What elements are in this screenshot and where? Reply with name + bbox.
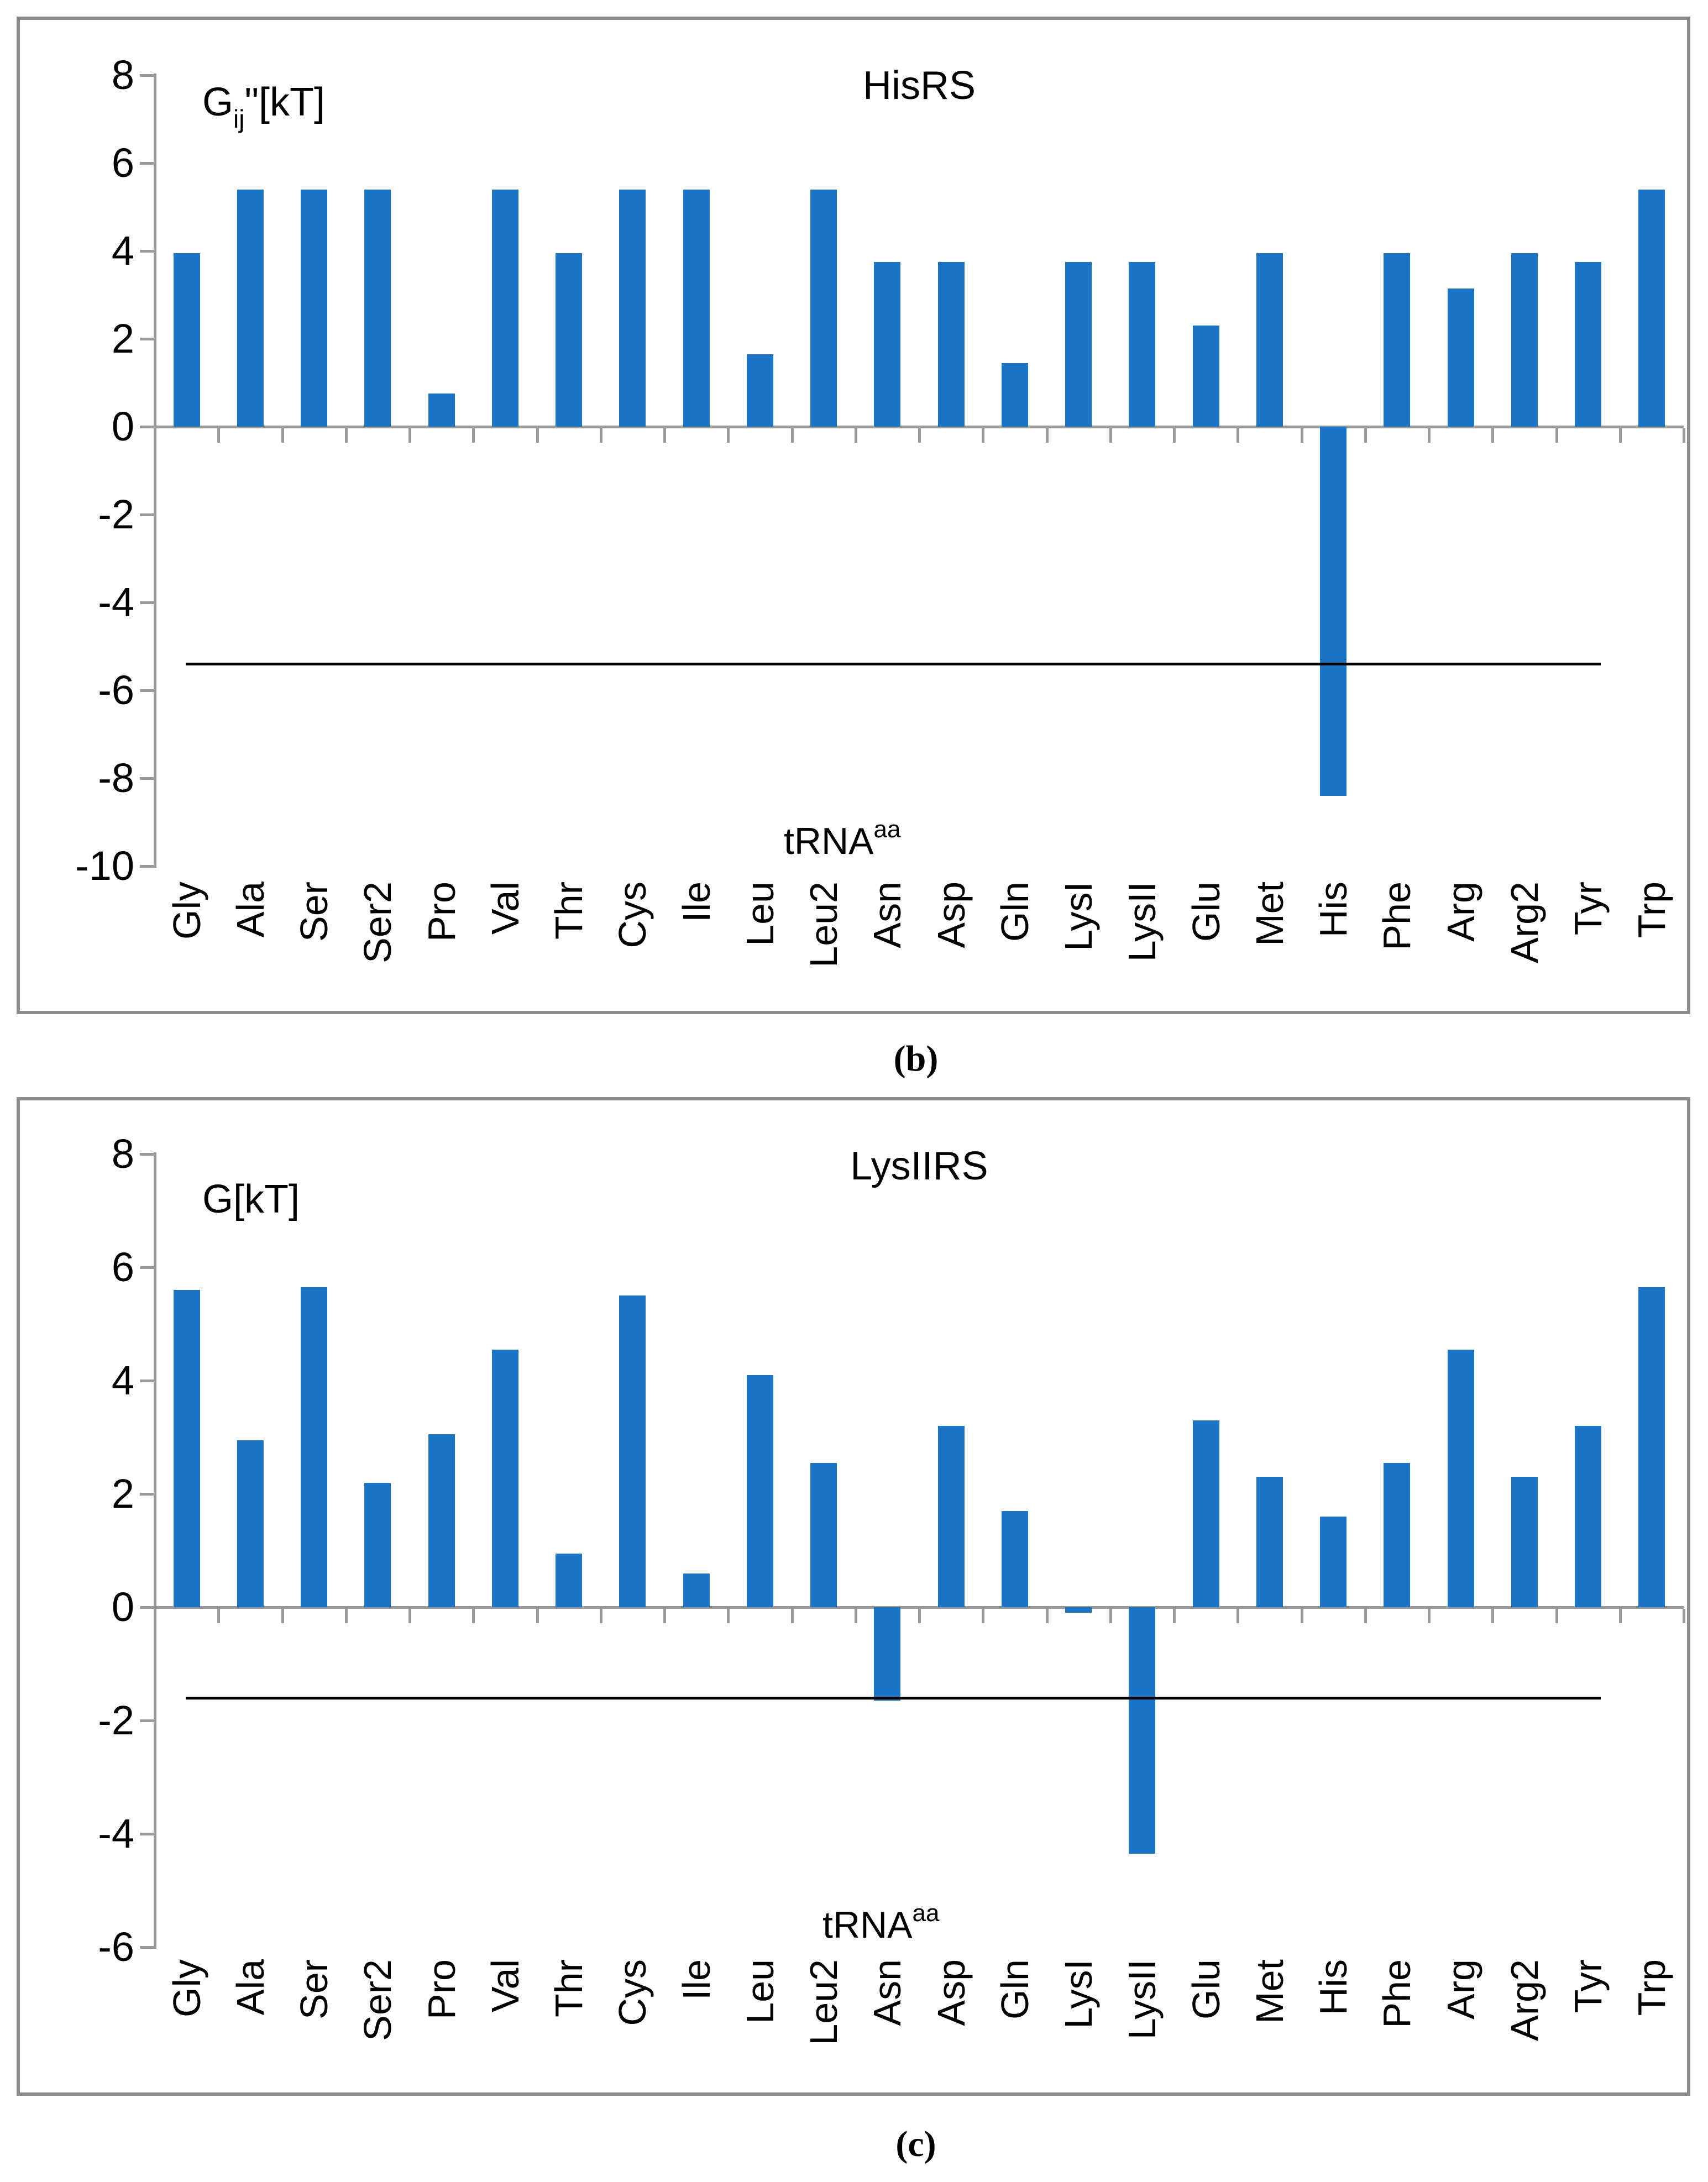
x-category-label-Arg2: Arg2 <box>1502 882 1546 963</box>
y-tick-label: -2 <box>98 1697 134 1743</box>
y-tick-label: -8 <box>98 755 134 801</box>
x-tick <box>345 428 348 443</box>
y-tick <box>140 1266 155 1269</box>
y-tick <box>140 338 155 340</box>
bar-Leu <box>747 354 773 427</box>
x-tick <box>345 1609 348 1623</box>
x-category-label-Val: Val <box>483 882 527 935</box>
x-tick <box>982 1609 984 1623</box>
x-category-label-Ile: Ile <box>674 1959 718 2000</box>
x-tick <box>727 1609 730 1623</box>
y-tick-label: 4 <box>111 1357 134 1403</box>
bar-Ala <box>237 1440 264 1607</box>
bar-Asp <box>938 1426 965 1607</box>
y-tick-label: 8 <box>111 52 134 98</box>
y-tick <box>140 1493 155 1496</box>
y-tick <box>140 1606 155 1609</box>
x-category-label-Leu: Leu <box>738 882 782 946</box>
y-tick-label: 0 <box>111 1584 134 1630</box>
x-tick <box>1109 1609 1112 1623</box>
bar-Ser <box>301 190 327 427</box>
y-tick <box>140 865 155 868</box>
x-category-label-Met: Met <box>1248 882 1291 946</box>
bar-LysII <box>1129 262 1155 427</box>
unit-pre: G <box>202 1177 234 1221</box>
x-category-label-Tyr: Tyr <box>1566 1959 1610 2013</box>
x-category-label-Pro: Pro <box>420 1959 463 2020</box>
bar-Ser2 <box>364 1483 391 1608</box>
x-category-label-Ser2: Ser2 <box>356 882 400 963</box>
bar-Glu <box>1193 326 1219 427</box>
y-tick <box>140 689 155 692</box>
bar-Ser <box>301 1287 327 1607</box>
x-category-label-Leu2: Leu2 <box>802 882 846 968</box>
x-category-label-Gly: Gly <box>165 1959 208 2017</box>
x-tick <box>1555 1609 1558 1623</box>
bar-Met <box>1256 253 1283 427</box>
x-category-label-Ser: Ser <box>292 1959 336 2020</box>
bar-Tyr <box>1575 1426 1601 1607</box>
bar-Ala <box>237 190 264 427</box>
x-tick <box>154 1609 156 1623</box>
y-tick <box>140 1946 155 1949</box>
x-tick <box>1109 428 1112 443</box>
x-category-label-Leu: Leu <box>738 1959 782 2024</box>
x-tick <box>281 1609 284 1623</box>
x-tick <box>1173 1609 1176 1623</box>
x-category-label-Gln: Gln <box>993 1959 1036 2020</box>
caption-c: (c) <box>895 2124 936 2164</box>
x-tick <box>154 428 156 443</box>
x-tick <box>600 428 602 443</box>
x-category-label-Phe: Phe <box>1375 882 1419 951</box>
x-category-label-Arg: Arg <box>1439 1959 1482 2020</box>
x-tick <box>1173 428 1176 443</box>
y-tick <box>140 777 155 780</box>
y-tick-label: -6 <box>98 667 134 713</box>
x-category-label-Ala: Ala <box>228 882 272 938</box>
x-tick <box>1619 1609 1622 1623</box>
x-tick <box>1364 1609 1367 1623</box>
bar-Cys <box>619 190 646 427</box>
bar-Thr <box>556 1554 582 1607</box>
bar-Thr <box>556 253 582 427</box>
x-tick <box>1301 428 1303 443</box>
bar-Asp <box>938 262 965 427</box>
bar-Ile <box>683 190 710 427</box>
x-tick <box>472 1609 475 1623</box>
bar-Trp <box>1638 190 1665 427</box>
x-tick <box>217 428 220 443</box>
x-category-label-Glu: Glu <box>1184 882 1228 942</box>
bar-Pro <box>428 1434 455 1607</box>
x-category-label-Gly: Gly <box>165 882 208 940</box>
x-category-label-LysII: LysII <box>1120 1959 1164 2040</box>
x-tick <box>855 1609 857 1623</box>
bar-LysI <box>1065 262 1092 427</box>
x-tick <box>281 428 284 443</box>
x-tick <box>1683 428 1685 443</box>
x-category-label-Phe: Phe <box>1375 1959 1419 2028</box>
x-axis-label-superscript: aa <box>912 1900 940 1927</box>
x-axis-label-base: tRNA <box>822 1904 913 1946</box>
x-category-label-Asp: Asp <box>929 882 973 948</box>
x-tick <box>855 428 857 443</box>
x-category-label-Thr: Thr <box>547 1959 591 2017</box>
x-category-label-Thr: Thr <box>547 882 591 940</box>
bar-Phe <box>1384 253 1410 427</box>
chart-title: LysIIRS <box>850 1144 988 1188</box>
y-tick-label: -6 <box>98 1924 134 1970</box>
bar-Leu2 <box>810 190 837 427</box>
reference-line <box>186 1697 1601 1700</box>
x-tick <box>1683 1609 1685 1623</box>
x-tick <box>408 428 411 443</box>
bar-Phe <box>1384 1463 1410 1607</box>
x-tick <box>600 1609 602 1623</box>
bar-Asn <box>874 262 900 427</box>
chart-title: HisRS <box>862 64 976 108</box>
x-category-label-Pro: Pro <box>420 882 463 942</box>
x-tick <box>1364 428 1367 443</box>
x-category-label-Asn: Asn <box>866 1959 909 2026</box>
x-category-label-Val: Val <box>483 1959 527 2012</box>
x-tick <box>1428 428 1431 443</box>
bar-Arg2 <box>1511 253 1538 427</box>
x-category-label-Cys: Cys <box>611 1959 654 2026</box>
y-tick-label: 2 <box>111 1471 134 1517</box>
y-tick-label: -2 <box>98 491 134 537</box>
x-tick <box>1301 1609 1303 1623</box>
y-axis-line <box>154 1152 156 1949</box>
x-tick <box>1428 1609 1431 1623</box>
y-tick-label: -4 <box>98 1811 134 1856</box>
x-category-label-Trp: Trp <box>1630 882 1674 938</box>
y-axis-line <box>154 74 156 868</box>
x-tick <box>727 428 730 443</box>
bar-Gly <box>174 253 200 427</box>
x-tick <box>1237 1609 1239 1623</box>
bar-LysI <box>1065 1607 1092 1613</box>
x-category-label-Leu2: Leu2 <box>802 1959 846 2045</box>
x-tick <box>536 1609 539 1623</box>
y-tick-label: -10 <box>75 843 134 889</box>
bar-Gly <box>174 1290 200 1607</box>
y-tick-label: 6 <box>111 1244 134 1290</box>
x-tick <box>1555 428 1558 443</box>
bar-Glu <box>1193 1420 1219 1607</box>
y-tick-label: 6 <box>111 140 134 186</box>
x-tick <box>918 1609 921 1623</box>
x-category-label-Met: Met <box>1248 1959 1291 2024</box>
y-tick-label: 0 <box>111 403 134 449</box>
x-tick <box>1619 428 1622 443</box>
bar-Gln <box>1002 1511 1028 1607</box>
x-tick <box>472 428 475 443</box>
unit-post: "[kT] <box>244 80 326 124</box>
y-tick <box>140 1380 155 1382</box>
bar-Cys <box>619 1295 646 1607</box>
y-tick <box>140 601 155 604</box>
x-axis-label <box>784 816 900 863</box>
x-axis-label-base: tRNA <box>784 820 874 862</box>
x-tick <box>791 1609 794 1623</box>
y-tick <box>140 426 155 428</box>
y-tick <box>140 74 155 77</box>
x-category-label-Cys: Cys <box>611 882 654 948</box>
x-tick <box>918 428 921 443</box>
bar-Pro <box>428 394 455 427</box>
x-category-label-LysI: LysI <box>1057 882 1101 951</box>
x-tick <box>1237 428 1239 443</box>
y-tick-label: 8 <box>111 1131 134 1177</box>
bar-Arg <box>1448 1350 1474 1607</box>
bar-His <box>1320 427 1347 796</box>
y-tick <box>140 250 155 253</box>
x-tick <box>663 428 666 443</box>
chart-panel-b <box>17 17 1690 1014</box>
x-tick <box>217 1609 220 1623</box>
bar-Tyr <box>1575 262 1601 427</box>
x-category-label-LysII: LysII <box>1120 882 1164 962</box>
y-tick-label: 4 <box>111 228 134 274</box>
x-tick <box>1491 428 1494 443</box>
x-tick <box>408 1609 411 1623</box>
bar-His <box>1320 1517 1347 1607</box>
x-category-label-Glu: Glu <box>1184 1959 1228 2020</box>
x-category-label-Ala: Ala <box>228 1959 272 2016</box>
x-category-label-Asp: Asp <box>929 1959 973 2026</box>
y-tick-label: 2 <box>111 316 134 361</box>
bar-Leu <box>747 1375 773 1607</box>
unit-pre: G <box>202 80 234 124</box>
x-tick <box>1491 1609 1494 1623</box>
y-tick <box>140 513 155 516</box>
x-category-label-Tyr: Tyr <box>1566 882 1610 936</box>
x-tick <box>536 428 539 443</box>
x-category-label-Gln: Gln <box>993 882 1036 942</box>
x-category-label-LysI: LysI <box>1057 1959 1101 2029</box>
bar-Arg2 <box>1511 1477 1538 1607</box>
x-tick <box>1046 1609 1049 1623</box>
x-axis-label <box>822 1900 939 1947</box>
bar-LysII <box>1129 1607 1155 1854</box>
bar-Ser2 <box>364 190 391 427</box>
x-category-label-Trp: Trp <box>1630 1959 1674 2016</box>
x-tick <box>1046 428 1049 443</box>
y-tick-label: -4 <box>98 579 134 625</box>
bar-Trp <box>1638 1287 1665 1607</box>
caption-b: (b) <box>893 1038 939 1079</box>
x-tick <box>982 428 984 443</box>
bar-Gln <box>1002 363 1028 427</box>
x-category-label-His: His <box>1312 1959 1355 2016</box>
reference-line <box>186 663 1601 665</box>
bar-Asn <box>874 1607 900 1701</box>
x-tick <box>663 1609 666 1623</box>
unit-post: [kT] <box>233 1177 300 1221</box>
y-tick <box>140 1833 155 1835</box>
x-category-label-His: His <box>1312 882 1355 938</box>
x-category-label-Arg2: Arg2 <box>1502 1959 1546 2041</box>
bar-Leu2 <box>810 1463 837 1607</box>
unit-subscript: ij <box>233 104 245 133</box>
bar-Arg <box>1448 289 1474 427</box>
bar-Met <box>1256 1477 1283 1607</box>
bar-Val <box>492 1350 518 1607</box>
bar-Val <box>492 190 518 427</box>
x-category-label-Ser2: Ser2 <box>356 1959 400 2041</box>
x-tick <box>791 428 794 443</box>
x-category-label-Asn: Asn <box>866 882 909 948</box>
y-tick <box>140 1719 155 1722</box>
chart-panel-c <box>17 1097 1690 2096</box>
bar-Ile <box>683 1573 710 1608</box>
y-tick <box>140 162 155 165</box>
x-category-label-Arg: Arg <box>1439 882 1482 942</box>
x-category-label-Ser: Ser <box>292 882 336 942</box>
x-category-label-Ile: Ile <box>674 882 718 922</box>
x-axis-label-superscript: aa <box>873 816 901 843</box>
y-tick <box>140 1153 155 1156</box>
